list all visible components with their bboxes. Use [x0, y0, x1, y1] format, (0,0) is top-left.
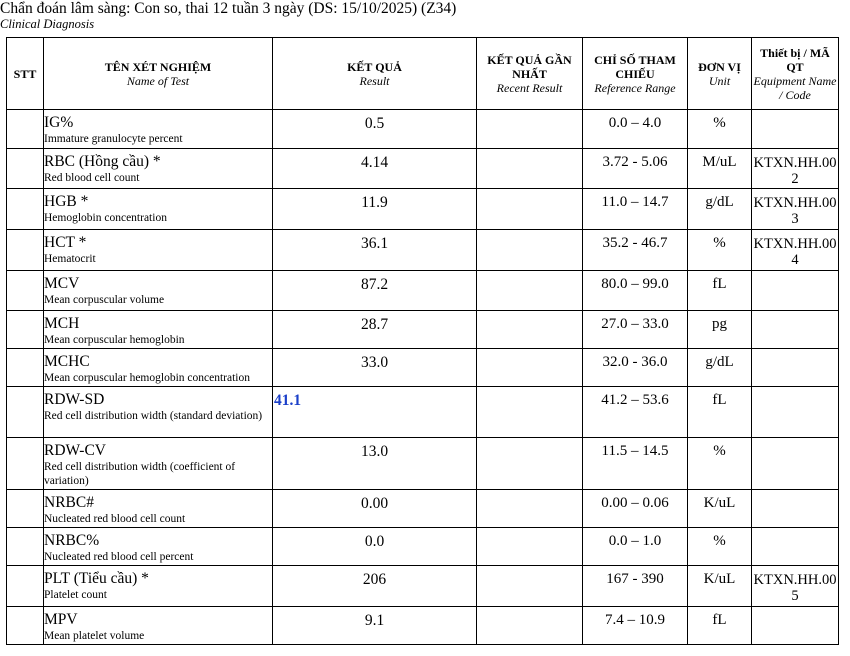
test-name-cell: NRBC# Nucleated red blood cell count: [44, 490, 273, 528]
unit-cell: K/uL: [688, 490, 752, 528]
row-stt: [7, 271, 44, 311]
result-cell: 0.0: [273, 528, 477, 566]
reference-range-cell: 32.0 - 36.0: [583, 349, 688, 387]
reference-range-cell: 0.00 – 0.06: [583, 490, 688, 528]
result-cell-flagged: 41.1: [273, 387, 477, 438]
reference-range-cell: 167 - 390: [583, 566, 688, 607]
equipment-code-cell: [752, 490, 839, 528]
recent-result-cell: [477, 230, 583, 271]
recent-result-cell: [477, 349, 583, 387]
unit-cell: fL: [688, 387, 752, 438]
row-stt: [7, 528, 44, 566]
recent-result-cell: [477, 607, 583, 645]
header-test-name: TÊN XÉT NGHIỆM Name of Test: [44, 38, 273, 110]
reference-range-cell: 0.0 – 1.0: [583, 528, 688, 566]
equipment-code-cell: [752, 349, 839, 387]
test-name-cell: MCHC Mean corpuscular hemoglobin concentration: [44, 349, 273, 387]
reference-range-cell: 27.0 – 33.0: [583, 311, 688, 349]
header-stt: STT: [7, 38, 44, 110]
result-cell: 0.5: [273, 110, 477, 149]
table-row: [7, 387, 839, 438]
reference-range-cell: 7.4 – 10.9: [583, 607, 688, 645]
reference-range-cell: 80.0 – 99.0: [583, 271, 688, 311]
result-cell: 206: [273, 566, 477, 607]
result-cell: 0.00: [273, 490, 477, 528]
recent-result-cell: [477, 490, 583, 528]
equipment-code-cell: KTXN.HH.003: [752, 189, 839, 230]
equipment-code-cell: [752, 110, 839, 149]
test-name-cell: PLT (Tiểu cầu) * Platelet count: [44, 566, 273, 607]
unit-cell: g/dL: [688, 189, 752, 230]
header-unit: ĐƠN VỊ Unit: [688, 38, 752, 110]
clinical-diagnosis: Chẩn đoán lâm sàng: Con so, thai 12 tuần 3 ngày (DS: 15/10/2025) (Z34): [0, 0, 457, 17]
clinical-diagnosis-en-label: Clinical Diagnosis: [0, 17, 95, 31]
reference-range-cell: 11.5 – 14.5: [583, 438, 688, 490]
table-row: [7, 528, 839, 566]
row-stt: [7, 349, 44, 387]
row-stt: [7, 566, 44, 607]
unit-cell: fL: [688, 271, 752, 311]
header-reference-range: CHỈ SỐ THAM CHIẾU Reference Range: [583, 38, 688, 110]
unit-cell: %: [688, 230, 752, 271]
reference-range-cell: 35.2 - 46.7: [583, 230, 688, 271]
result-cell: 11.9: [273, 189, 477, 230]
recent-result-cell: [477, 528, 583, 566]
result-cell: 36.1: [273, 230, 477, 271]
equipment-code-cell: [752, 311, 839, 349]
unit-cell: M/uL: [688, 149, 752, 189]
recent-result-cell: [477, 566, 583, 607]
table-row: [7, 271, 839, 311]
test-name-cell: MCH Mean corpuscular hemoglobin: [44, 311, 273, 349]
reference-range-cell: 11.0 – 14.7: [583, 189, 688, 230]
equipment-code-cell: [752, 387, 839, 438]
table-row: [7, 438, 839, 490]
equipment-code-cell: KTXN.HH.004: [752, 230, 839, 271]
unit-cell: g/dL: [688, 349, 752, 387]
test-name-cell: HCT * Hematocrit: [44, 230, 273, 271]
unit-cell: fL: [688, 607, 752, 645]
table-row: [7, 230, 839, 271]
reference-range-cell: 0.0 – 4.0: [583, 110, 688, 149]
test-name-cell: RBC (Hồng cầu) * Red blood cell count: [44, 149, 273, 189]
recent-result-cell: [477, 189, 583, 230]
result-cell: 9.1: [273, 607, 477, 645]
unit-cell: pg: [688, 311, 752, 349]
row-stt: [7, 438, 44, 490]
equipment-code-cell: [752, 607, 839, 645]
equipment-code-cell: [752, 528, 839, 566]
table-row: [7, 607, 839, 645]
unit-cell: %: [688, 528, 752, 566]
unit-cell: %: [688, 438, 752, 490]
header-equipment: Thiết bị / MÃ QT Equipment Name / Code: [752, 38, 839, 110]
recent-result-cell: [477, 110, 583, 149]
row-stt: [7, 387, 44, 438]
recent-result-cell: [477, 271, 583, 311]
result-cell: 33.0: [273, 349, 477, 387]
test-name-cell: RDW-SD Red cell distribution width (standard deviation): [44, 387, 273, 438]
test-name-cell: NRBC% Nucleated red blood cell percent: [44, 528, 273, 566]
test-name-cell: RDW-CV Red cell distribution width (coefficient of variation): [44, 438, 273, 490]
result-cell: 4.14: [273, 149, 477, 189]
row-stt: [7, 490, 44, 528]
unit-cell: %: [688, 110, 752, 149]
row-stt: [7, 110, 44, 149]
equipment-code-cell: KTXN.HH.002: [752, 149, 839, 189]
recent-result-cell: [477, 311, 583, 349]
result-cell: 87.2: [273, 271, 477, 311]
test-name-cell: MCV Mean corpuscular volume: [44, 271, 273, 311]
table-row: [7, 149, 839, 189]
equipment-code-cell: [752, 271, 839, 311]
table-row: [7, 110, 839, 149]
table-row: [7, 566, 839, 607]
result-cell: 13.0: [273, 438, 477, 490]
test-name-cell: MPV Mean platelet volume: [44, 607, 273, 645]
row-stt: [7, 607, 44, 645]
table-row: [7, 490, 839, 528]
row-stt: [7, 149, 44, 189]
recent-result-cell: [477, 438, 583, 490]
table-header-row: [7, 38, 839, 110]
equipment-code-cell: KTXN.HH.005: [752, 566, 839, 607]
row-stt: [7, 311, 44, 349]
recent-result-cell: [477, 387, 583, 438]
lab-results-table: [6, 37, 839, 645]
table-row: [7, 189, 839, 230]
row-stt: [7, 189, 44, 230]
table-row: [7, 349, 839, 387]
test-name-cell: IG% Immature granulocyte percent: [44, 110, 273, 149]
reference-range-cell: 3.72 - 5.06: [583, 149, 688, 189]
result-cell: 28.7: [273, 311, 477, 349]
row-stt: [7, 230, 44, 271]
reference-range-cell: 41.2 – 53.6: [583, 387, 688, 438]
header-recent-result: KẾT QUẢ GẦN NHẤT Recent Result: [477, 38, 583, 110]
unit-cell: K/uL: [688, 566, 752, 607]
test-name-cell: HGB * Hemoglobin concentration: [44, 189, 273, 230]
equipment-code-cell: [752, 438, 839, 490]
table-row: [7, 311, 839, 349]
header-result: KẾT QUẢ Result: [273, 38, 477, 110]
recent-result-cell: [477, 149, 583, 189]
